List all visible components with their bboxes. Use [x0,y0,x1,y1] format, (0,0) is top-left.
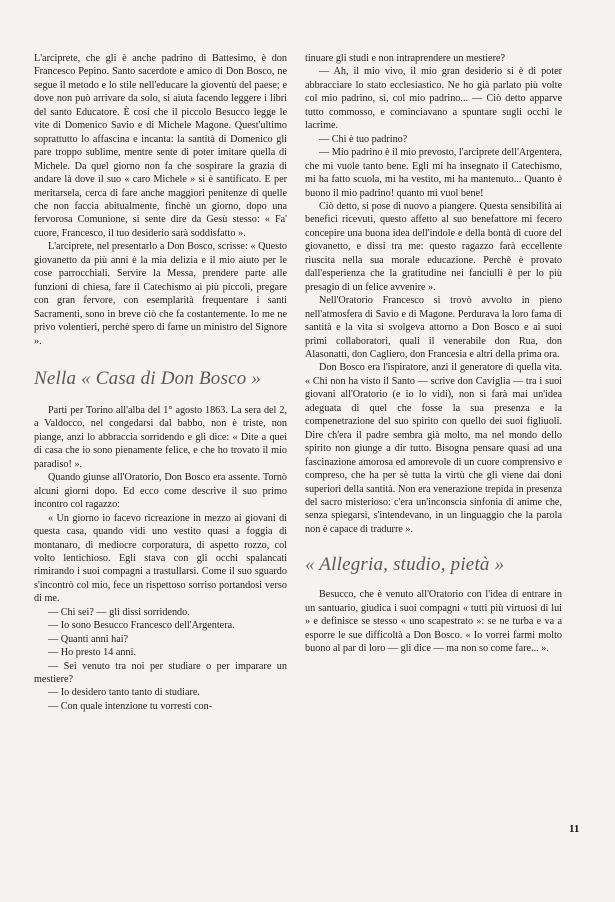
dialogue-line: — Chi sei? — gli dissi sorridendo. [48,606,190,618]
dialogue-line: — Con quale intenzione tu vorresti con- [48,700,213,712]
paragraph: tinuare gli studi e non intraprendere un mestiere? [305,53,505,64]
page-number: 11 [569,823,580,835]
paragraph: Quando giunse all'Oratorio, Don Bosco era assente. Tornò alcuni giorni dopo. Ed ecco come descrive il suo primo incontro col ragazzo: [34,472,287,511]
paragraph: Ciò detto, si pose di nuovo a piangere. Questa sensibilità ai benefici ricevuti, questo affetto al suo benefattore mi fecero concepire una buona idea dell'indole e della bontà di cuore del giovanetto, e dissi tra me: questo ragazzo farà eccellente riuscita nella sua morale educazione. Perchè è provato dall'esperienza che la gratitudine nei fanciulli è per lo più presagio di un felice avvenire ». [305,200,562,293]
dialogue-line: — Quanti anni hai? [48,633,129,645]
paragraph: « Un giorno io facevo ricreazione in mezzo ai giovani di questa casa, quando vidi uno vestito quasi a foggia di montanaro, di mediocre corporatura, di aspetto rozzo, col volto lentichioso. Egli stava con gli occhi spalancati rimirando i suoi compagni a trastullarsi. Come il suo sguardo s'incontrò col mio, fece un rispettoso sorriso portandosi verso di me. [34,512,287,605]
left-column [34,52,287,713]
dialogue-line: — Io desidero tanto tanto di studiare. [48,687,200,699]
right-column [305,52,562,656]
section-title: « Allegria, studio, pietà » [305,554,505,576]
dialogue-line: — Ah, il mio vivo, il mio gran desiderio si è di poter abbracciare lo stato ecclesiastico. Ne ho già parlato più volte col mio padrino, sì, col mio padrino... — Ciò detto apparve tutto commosso, e cominciavano a spuntare sugli occhi le lacrime. [305,66,562,132]
dialogue-line: — Mio padrino è il mio prevosto, l'arciprete dell'Argentera, che mi vuole tanto bene. Egli mi ha insegnato il Catechismo, mi ha fatto scuola, mi ha vestito, mi ha mantenuto... Quanto è buono il mio padrino! quanto mi vuol bene! [305,147,562,199]
dialogue-line: — Chi è tuo padrino? [319,133,408,145]
paragraph: L'arciprete, che gli è anche padrino di Battesimo, è don Francesco Pepino. Santo sacerdote e amico di Don Bosco, ne segue il metodo e lo stile nell'educare la gioventù del paese; e dove non può arrivare da solo, si aiuta facendo leggere i libri del santo Educatore. È così che il piccolo Besucco legge le vite di Domenico Savio e di Michele Magone. Quest'ultimo soprattutto lo affascina e incanta: la santità di Domenico gli pare troppo sublime, mentre sente di poter imitare quella di Michele. Da quel giorno non fa che sospirare la grazia di andare là dove il suo « caro Michele » si è santificato. E per meritarsela, cerca di fare anche maggiori penitenze di quelle che non faccia abitualmente, finchè un giorno, dopo una fervorosa Comunione, si sente dire da Gesù stesso: « Fa' cuore, Francesco, il tuo desiderio sarà soddisfatto ». [34,53,287,239]
paragraph: Don Bosco era l'ispiratore, anzi il generatore di quella vita. « Chi non ha visto il Santo — scrive don Caviglia — tra i suoi giovani all'Oratorio (e io lo vidi), non si farà mai un'idea adeguata di quel che fosse la sua presenza e la compenetrazione del suo spirito con quello dei suoi figliuoli. Dire ch'era il padre sembra già molto, ma nel mondo dello spirito non giunge a dir tutto. Bisogna pensare quasi ad una fascinazione amorosa ed amorevole di un cuore comprensivo e compreso, che ha per sè tutta la virtù che gli viene dai doni superiori della santità. Non era venerazione trepida in presenza del sacro misterioso: c'era un'inconscia sinfonia di anime che, senza spiegarsi, s'intendevano, in un linguaggio che la parola non è capace di tradurre ». [305,362,562,535]
section-title: Nella « Casa di Don Bosco » [34,367,262,389]
paragraph: Parti per Torino all'alba del 1° agosto 1863. La sera del 2, a Valdocco, nel congedarsi dal babbo, non è triste, non piange, anzi lo abbraccia sorridendo e gli dice: « Dite a quei di casa che io sono pienamente felice, e che ho trovato il mio paradiso! ». [34,404,287,470]
paragraph: Besucco, che è venuto all'Oratorio con l'idea di entrare in un santuario, giudica i suoi compagni « tutti più virtuosi di lui » e definisce se stesso « uno scapestrato »: se ne turba e va a esporre le sue difficoltà a Don Bosco. « Io vorrei farmi molto buono al par di loro — gli dice — ma non so come fare... ». [305,589,562,655]
paragraph: L'arciprete, nel presentarlo a Don Bosco, scrisse: « Questo giovanetto da più anni è la mia delizia e il mio aiuto per le cose parrocchiali. Servire la Messa, prendere parte alle funzioni di chiesa, fare il Catechismo ai più piccoli, pregare con gran fervore, con esemplarità frequentare i santi Sacramenti, sono in breve ciò che fa costantemente. Io me ne privo volentieri, perchè spero di farne un ministro del Signore ». [34,241,287,347]
dialogue-line: — Ho presto 14 anni. [48,647,136,659]
paragraph: Nell'Oratorio Francesco si trovò avvolto in pieno nell'atmosfera di Savio e di Magone. Perdurava la loro fama di santità e la vita si svolgeva attorno a Don Bosco e ai suoi primi collaboratori, quali il venerabile don Rua, don Alasonatti, don Cagliero, don Francesia e altri della prima ora. [305,295,562,360]
dialogue-line: — Sei venuto tra noi per studiare o per imparare un mestiere? [34,660,287,686]
dialogue-line: — Io sono Besucco Francesco dell'Argentera. [48,620,235,632]
